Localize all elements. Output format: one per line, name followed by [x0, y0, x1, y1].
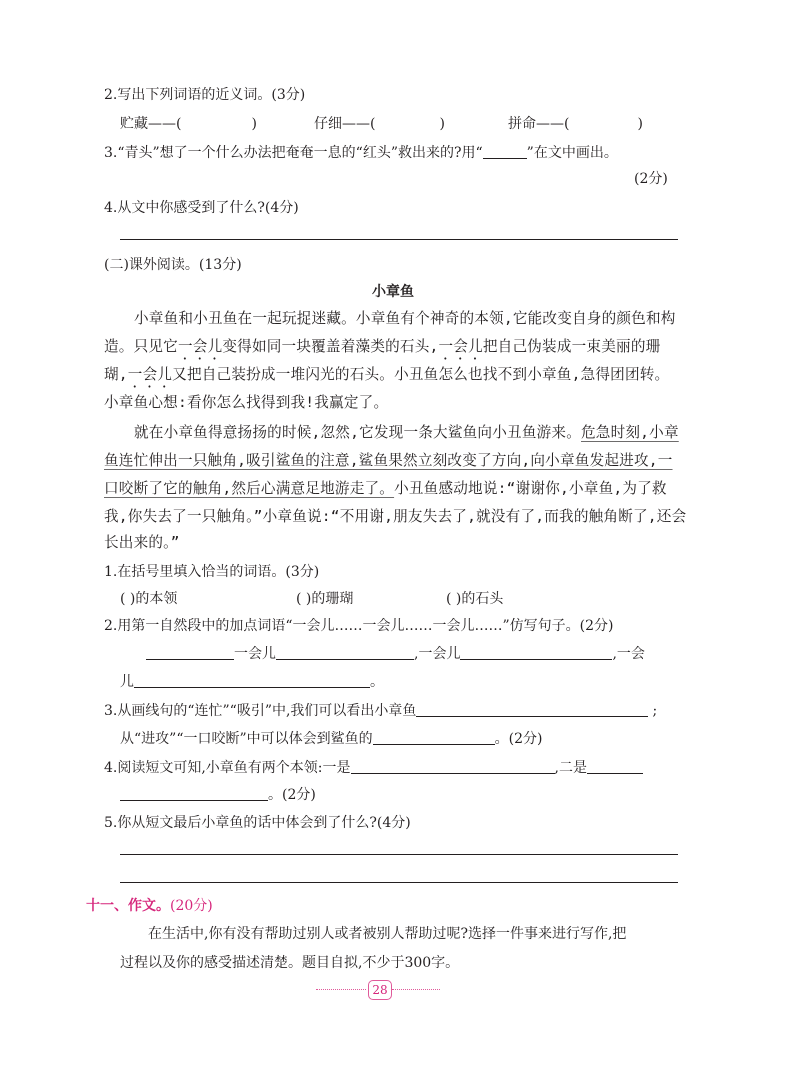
imitation-blank-2[interactable]: [276, 645, 414, 660]
composition-prompt-line2: 过程以及你的感受描述清楚。题目自拟,不少于300字。: [120, 955, 460, 971]
ability-one-blank[interactable]: [351, 759, 555, 774]
passage-p2-line1: 就在小章鱼得意扬扬的时候,忽然,它发现一条大鲨鱼向小丑鱼游来。危急时刻,小章: [134, 424, 679, 441]
passage-p2-line2: [104, 452, 673, 470]
ability-two-blank[interactable]: [587, 759, 643, 774]
s2-question-1-blank-a[interactable]: ( )的本领: [120, 591, 178, 607]
passage-p1-line2: 造。只见它一会儿变得如同一块覆盖着藻类的石头,一会儿把自己伪装成一束美丽的珊: [104, 338, 661, 355]
s2-question-5-prompt: 5.你从短文最后小章鱼的话中体会到了什么?(4分): [104, 815, 411, 831]
question-2-prompt: 2.写出下列词语的近义词。(3分): [104, 87, 306, 103]
question-4-answer-line[interactable]: [120, 239, 678, 240]
octopus-trait-blank[interactable]: [416, 702, 648, 717]
s2-question-5-answer-line-1[interactable]: [120, 854, 678, 855]
passage-p2-line4: 我,你失去了一只触角。”小章鱼说:“不用谢,朋友失去了,就没有了,而我的触角断了,还会: [104, 508, 687, 525]
s2-question-1-prompt: 1.在括号里填入恰当的词语。(3分): [104, 564, 320, 580]
page-number: 28: [368, 980, 392, 1000]
page-number-dots-right: [392, 989, 440, 990]
passage-p2-line5: 长出来的。”: [104, 534, 180, 551]
s2-question-2-line2: 儿 。: [120, 674, 384, 690]
passage-title: 小章鱼: [372, 284, 414, 300]
s2-question-3-line2: 从“进攻”“一口咬断”中可以体会到鲨鱼的 。(2分): [120, 731, 543, 747]
underlined-sentence-part-3: 口咬断了它的触角,然后心满意足地游走了。: [104, 480, 395, 497]
question-2-word-2: 仔细——( ): [314, 116, 445, 132]
underline-sample-blank: [483, 144, 527, 159]
question-3-prompt: 3.“青头”想了一个什么办法把奄奄一息的“红头”救出来的?用“ ”在文中画出。: [104, 145, 618, 161]
s2-question-5-answer-line-2[interactable]: [120, 882, 678, 883]
composition-heading: 十一、作文。(20分): [86, 898, 213, 914]
s2-question-1-blank-b[interactable]: ( )的珊瑚: [296, 591, 354, 607]
s2-question-1-blank-c[interactable]: ( )的石头: [446, 591, 504, 607]
shark-trait-blank[interactable]: [373, 730, 495, 745]
section-2-heading: (二)课外阅读。(13分): [104, 257, 242, 273]
composition-prompt-line1: 在生活中,你有没有帮助过别人或者被别人帮助过呢?选择一件事来进行写作,把: [148, 926, 627, 942]
s2-question-2-line1: 一会儿 ,一会儿 ,一会: [146, 645, 645, 663]
imitation-blank-1[interactable]: [146, 645, 234, 660]
s2-question-4-line2: 。(2分): [120, 786, 316, 804]
passage-p1-line3: 瑚,一会儿又把自己装扮成一堆闪光的石头。小丑鱼怎么也找不到小章鱼,急得团团转。: [104, 366, 670, 383]
page-number-dots-left: [316, 989, 366, 990]
question-4-prompt: 4.从文中你感受到了什么?(4分): [104, 200, 299, 216]
passage-p1-line4: 小章鱼心想:看你怎么找得到我!我赢定了。: [104, 394, 389, 411]
dotted-word-1: 一会儿: [177, 338, 223, 355]
s2-question-3-line1: 3.从画线句的“连忙”“吸引”中,我们可以看出小章鱼 ;: [104, 703, 658, 719]
question-2-word-3: 拼命——( ): [508, 116, 643, 132]
underlined-sentence-part-2: 鱼连忙伸出一只触角,吸引鲨鱼的注意,鲨鱼果然立刻改变了方向,向小章鱼发起进攻,一: [104, 452, 673, 469]
imitation-blank-3[interactable]: [460, 645, 612, 660]
dotted-word-3: 一会儿: [127, 366, 173, 383]
passage-p1-line1: 小章鱼和小丑鱼在一起玩捉迷藏。小章鱼有个神奇的本领,它能改变自身的颜色和构: [134, 310, 676, 327]
question-2-word-1: 贮藏——( ): [120, 116, 257, 132]
ability-two-blank-cont[interactable]: [120, 786, 268, 801]
underlined-sentence-part-1: 危急时刻,小章: [581, 424, 679, 441]
dotted-word-2: 一会儿: [438, 338, 483, 355]
question-3-score: (2分): [634, 171, 668, 187]
s2-question-2-prompt: 2.用第一自然段中的加点词语“一会儿……一会儿……一会儿……”仿写句子。(2分): [104, 618, 614, 634]
passage-p2-line3: 口咬断了它的触角,然后心满意足地游走了。小丑鱼感动地说:“谢谢你,小章鱼,为了救: [104, 480, 667, 497]
s2-question-4-line1: 4.阅读短文可知,小章鱼有两个本领:一是 ,二是: [104, 759, 643, 777]
imitation-blank-4[interactable]: [134, 673, 370, 688]
